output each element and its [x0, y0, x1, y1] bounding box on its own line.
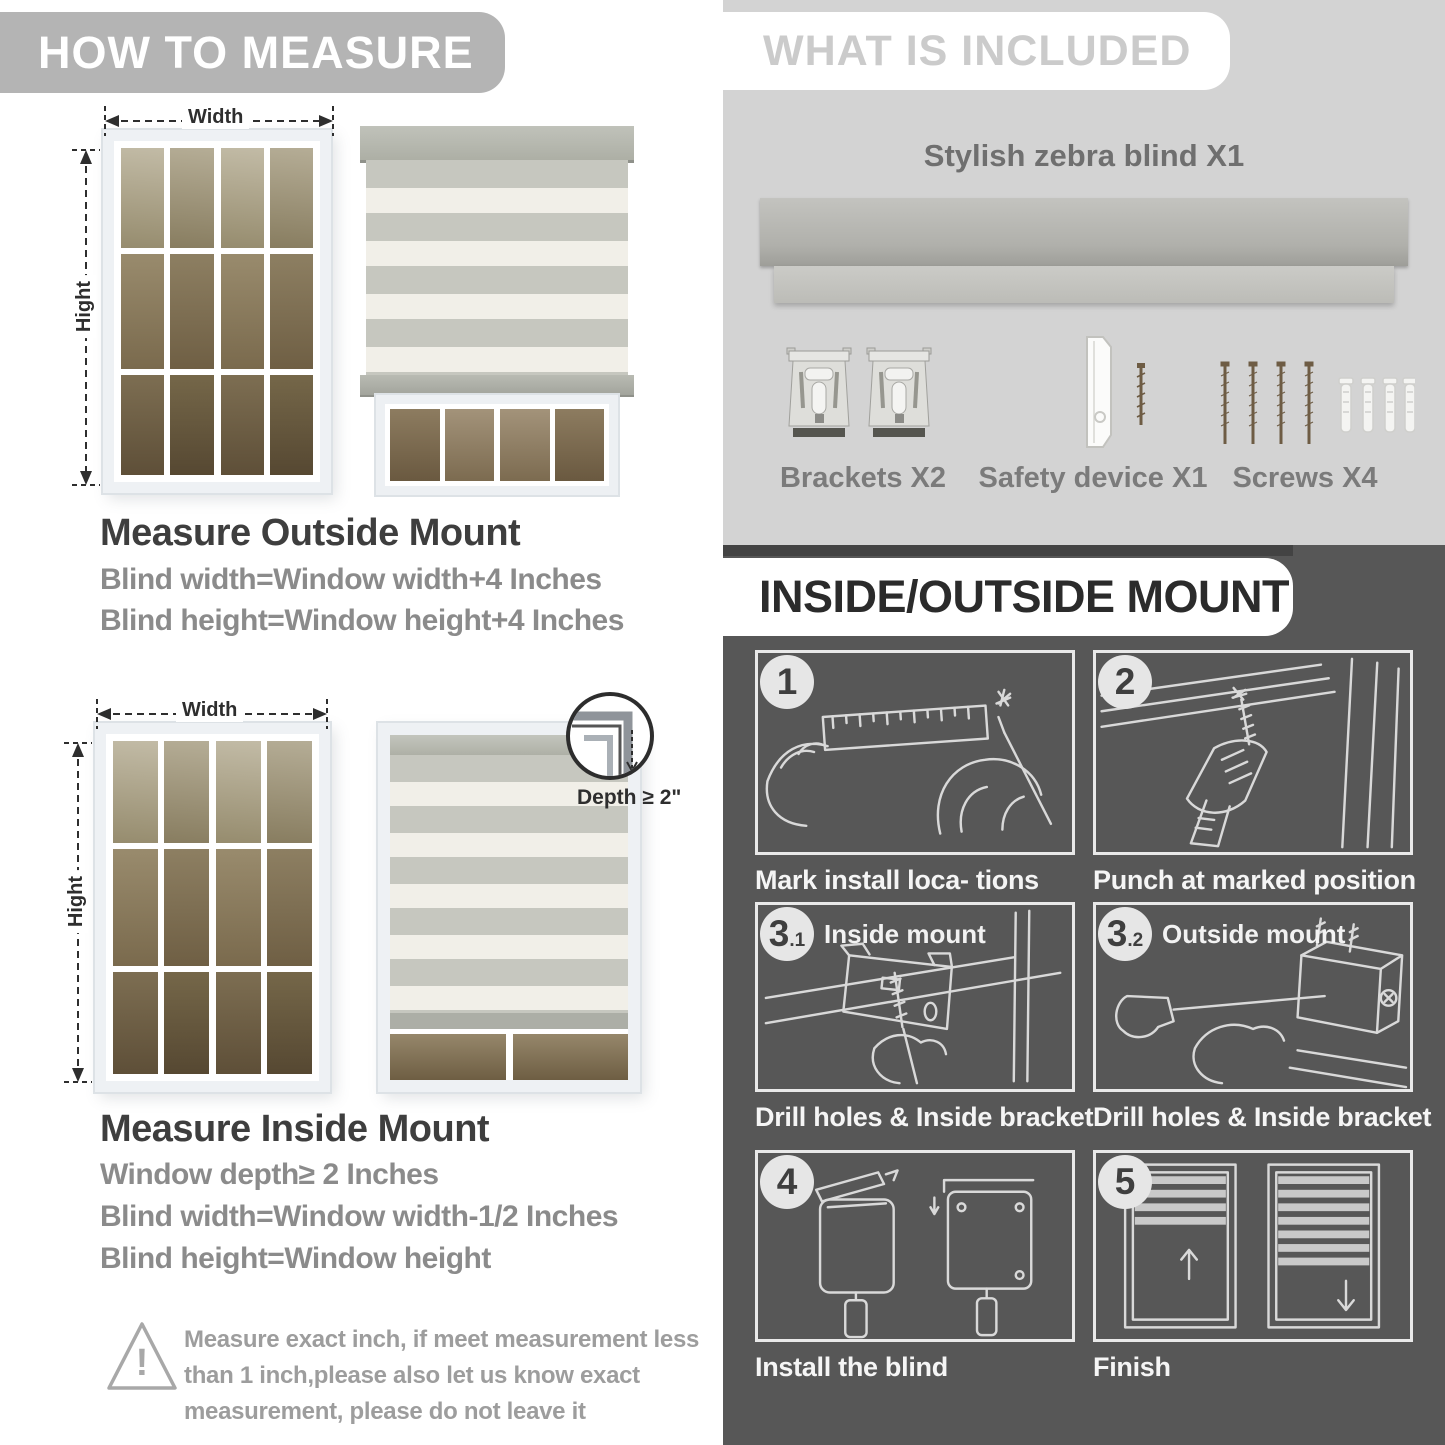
step-number-badge: 3 .1	[760, 907, 814, 961]
warning-triangle-icon	[103, 1316, 181, 1398]
how-to-measure-title: HOW TO MEASURE	[38, 26, 474, 78]
inside-mount-heading: Measure Inside Mount	[100, 1108, 490, 1150]
step-number-badge: 5	[1098, 1155, 1152, 1209]
step-title: Inside mount	[824, 919, 986, 949]
what-is-included-section	[723, 0, 1445, 545]
step-caption-3-1: Drill holes & Inside bracket	[755, 1102, 1094, 1132]
window-sash-left	[113, 741, 209, 1074]
what-is-included-title: WHAT IS INCLUDED	[763, 26, 1192, 75]
window-sash-left	[121, 148, 214, 475]
width-label-inside: Width	[176, 699, 243, 722]
step-panel-1	[755, 650, 1075, 855]
included-blind-cassette-lower	[774, 266, 1394, 303]
step-caption-5: Finish	[1093, 1352, 1171, 1382]
height-label-inside: Hight	[65, 870, 88, 933]
inside-outside-mount-title: INSIDE/OUTSIDE MOUNT	[759, 571, 1290, 622]
safety-device-icon	[1053, 333, 1163, 455]
included-blind-label: Stylish zebra blind X1	[923, 138, 1245, 173]
outside-mount-rule-height: Blind height=Window height+4 Inches	[100, 604, 624, 637]
step-caption-4: Install the blind	[755, 1352, 948, 1382]
step-panel-5	[1093, 1150, 1413, 1342]
bracket-icon	[865, 342, 933, 446]
warning-text-line-3: measurement, please do not leave it	[184, 1398, 586, 1425]
inside-mount-rule-width: Blind width=Window width-1/2 Inches	[100, 1200, 619, 1233]
step-panel-3-1	[755, 902, 1075, 1092]
window-photo-outside	[103, 130, 331, 493]
step-panel-2	[1093, 650, 1413, 855]
depth-detail-magnifier-icon	[566, 692, 654, 780]
step-panel-3-2	[1093, 902, 1413, 1092]
outside-mount-heading: Measure Outside Mount	[100, 512, 521, 554]
blind-bottom-rail	[360, 375, 634, 395]
brackets-label: Brackets X2	[779, 462, 947, 494]
safety-device-label: Safety device X1	[978, 462, 1208, 494]
outside-mount-rule-width: Blind width=Window width+4 Inches	[100, 563, 602, 596]
window-sash-right	[221, 148, 314, 475]
height-label-outside: Hight	[73, 275, 96, 338]
how-to-measure-header	[0, 12, 505, 93]
screws-label: Screws X4	[1232, 462, 1378, 494]
inside-outside-mount-section	[723, 545, 1445, 1445]
step-caption-2: Punch at marked position	[1093, 865, 1416, 895]
blind-bottom-rail	[390, 1013, 628, 1029]
bracket-icon	[785, 342, 853, 446]
width-label-outside: Width	[182, 106, 249, 129]
screws-anchors-icon	[1215, 360, 1415, 452]
step-caption-1: Mark install loca- tions	[755, 865, 1039, 895]
step-panel-4	[755, 1150, 1075, 1342]
depth-label: Depth ≥ 2"	[577, 786, 682, 809]
warning-exclamation: !	[135, 1342, 149, 1384]
section-divider	[723, 545, 1293, 556]
what-is-included-header	[723, 12, 1230, 90]
warning-text-line-1: Measure exact inch, if meet measurement less	[184, 1326, 700, 1353]
window-glass-under-blind	[390, 1029, 628, 1080]
zebra-blind-outside	[360, 126, 634, 495]
step-number-badge: 3 .2	[1098, 907, 1152, 961]
window-sash-right	[216, 741, 312, 1074]
blind-fabric	[366, 160, 628, 375]
step-caption-3-2: Drill holes & Inside bracket	[1093, 1102, 1432, 1132]
window-photo-inside	[95, 723, 330, 1092]
inside-mount-rule-depth: Window depth≥ 2 Inches	[100, 1158, 439, 1191]
inside-outside-mount-header	[723, 558, 1293, 636]
step-title: Outside mount	[1162, 919, 1346, 949]
step-number-badge: 2	[1098, 655, 1152, 709]
warning-text-line-2: than 1 inch,please also let us know exact	[184, 1362, 640, 1389]
step-number-badge: 1	[760, 655, 814, 709]
window-bottom-under-blind	[376, 395, 618, 495]
included-blind-cassette-image	[760, 198, 1408, 266]
inside-mount-rule-height: Blind height=Window height	[100, 1242, 491, 1275]
blind-cassette	[360, 126, 634, 160]
step-number-badge: 4	[760, 1155, 814, 1209]
